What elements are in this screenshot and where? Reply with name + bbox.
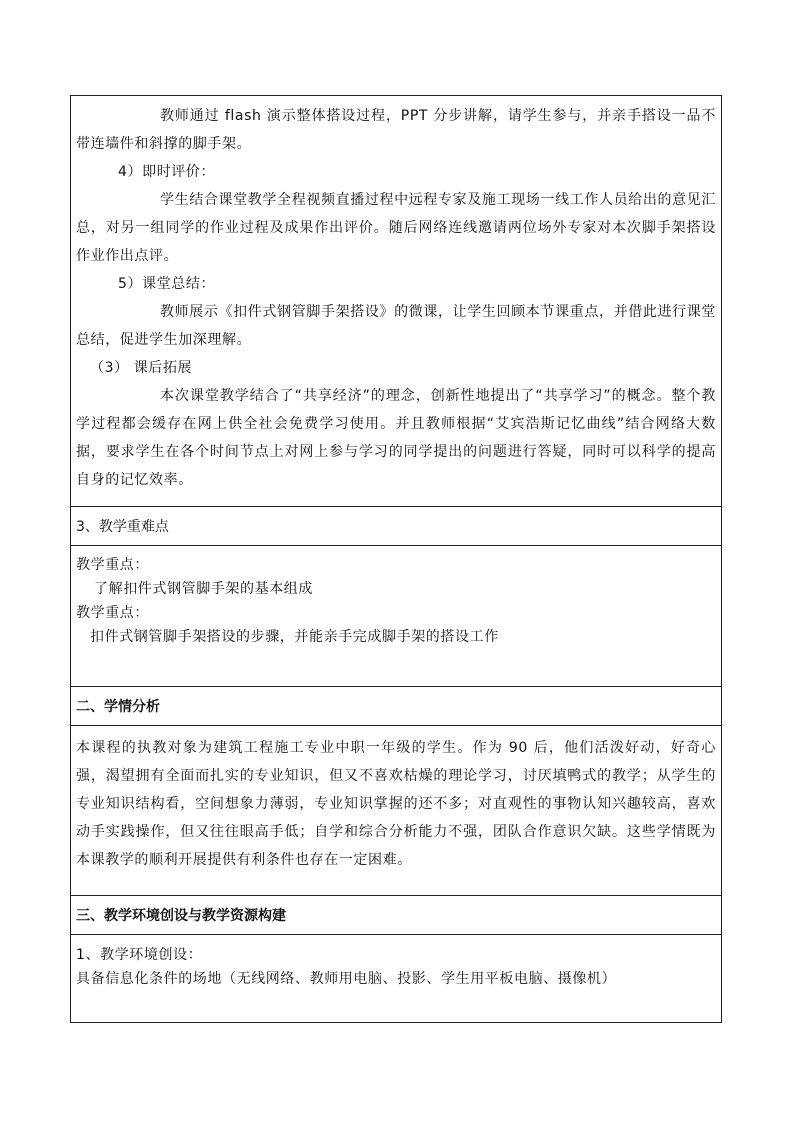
environment-title-cell — [71, 896, 721, 935]
analysis-title-cell — [71, 687, 721, 726]
extension-heading: （3） 课后拓展 — [90, 360, 193, 376]
environment-paragraph: 具备信息化条件的场地（无线网络、教师用电脑、投影、学生用平板电脑、摄像机） — [76, 971, 617, 987]
environment-title: 三、教学环境创设与教学资源构建 — [76, 908, 286, 924]
class-summary-paragraph: 教师展示《扣件式钢管脚手架搭设》的微课，让学生回顾本节课重点，并借此进行课堂总结，促进学生加深理解。 — [76, 304, 716, 348]
instant-evaluation-paragraph: 学生结合课堂教学全程视频直播过程中远程专家及施工现场一线工作人员给出的意见汇总，对另一组同学的作业过程及成果作出评价。随后网络连线邀请两位场外专家对本次脚手架搭设作业作出点评。 — [76, 192, 716, 264]
key-points-title-cell — [71, 507, 721, 546]
key-point-item-1: 了解扣件式钢管脚手架的基本组成 — [94, 581, 313, 597]
analysis-title: 二、学情分析 — [76, 699, 160, 715]
key-point-label-1: 教学重点： — [76, 557, 149, 573]
extension-paragraph: 本次课堂教学结合了“共享经济”的理念，创新性地提出了“共享学习”的概念。整个教学过程都会缓存在网上供全社会免费学习使用。并且教师根据“艾宾浩斯记忆曲线”结合网络大数据，要求学生在各个时间节点上对网上参与学习的同学提出的问题进行答疑，同时可以科学的提高自身的记忆效率。 — [76, 388, 716, 488]
teaching-process-cell — [71, 96, 721, 507]
instant-evaluation-heading: 4）即时评价： — [118, 164, 216, 180]
key-points-body-cell — [71, 546, 721, 687]
class-summary-heading: 5）课堂总结： — [118, 276, 216, 292]
analysis-body-cell — [71, 726, 721, 896]
flash-demo-paragraph: 教师通过 flash 演示整体搭设过程，PPT 分步讲解，请学生参与，并亲手搭设一品不带连墙件和斜撑的脚手架。 — [76, 108, 716, 152]
environment-body-cell — [71, 935, 721, 1022]
key-point-item-2: 扣件式钢管脚手架搭设的步骤，并能亲手完成脚手架的搭设工作 — [90, 629, 499, 645]
key-point-label-2: 教学重点： — [76, 605, 149, 621]
analysis-paragraph: 本课程的执教对象为建筑工程施工专业中职一年级的学生。作为 90 后，他们活泼好动，好奇心强，渴望拥有全面而扎实的专业知识，但又不喜欢枯燥的理论学习，讨厌填鸭式的教学；从学生的专业知识结构看，空间想象力薄弱，专业知识掌握的还不多；对直观性的事物认知兴趣较高，喜欢动手实践操作，但又往往眼高手低；自学和综合分析能力不强，团队合作意识欠缺。这些学情既为本课教学的顺利开展提供有利条件也存在一定困难。 — [76, 740, 716, 868]
lesson-plan-table — [70, 95, 722, 1023]
key-points-title: 3、教学重难点 — [76, 519, 169, 535]
environment-label: 1、教学环境创设： — [76, 947, 203, 963]
